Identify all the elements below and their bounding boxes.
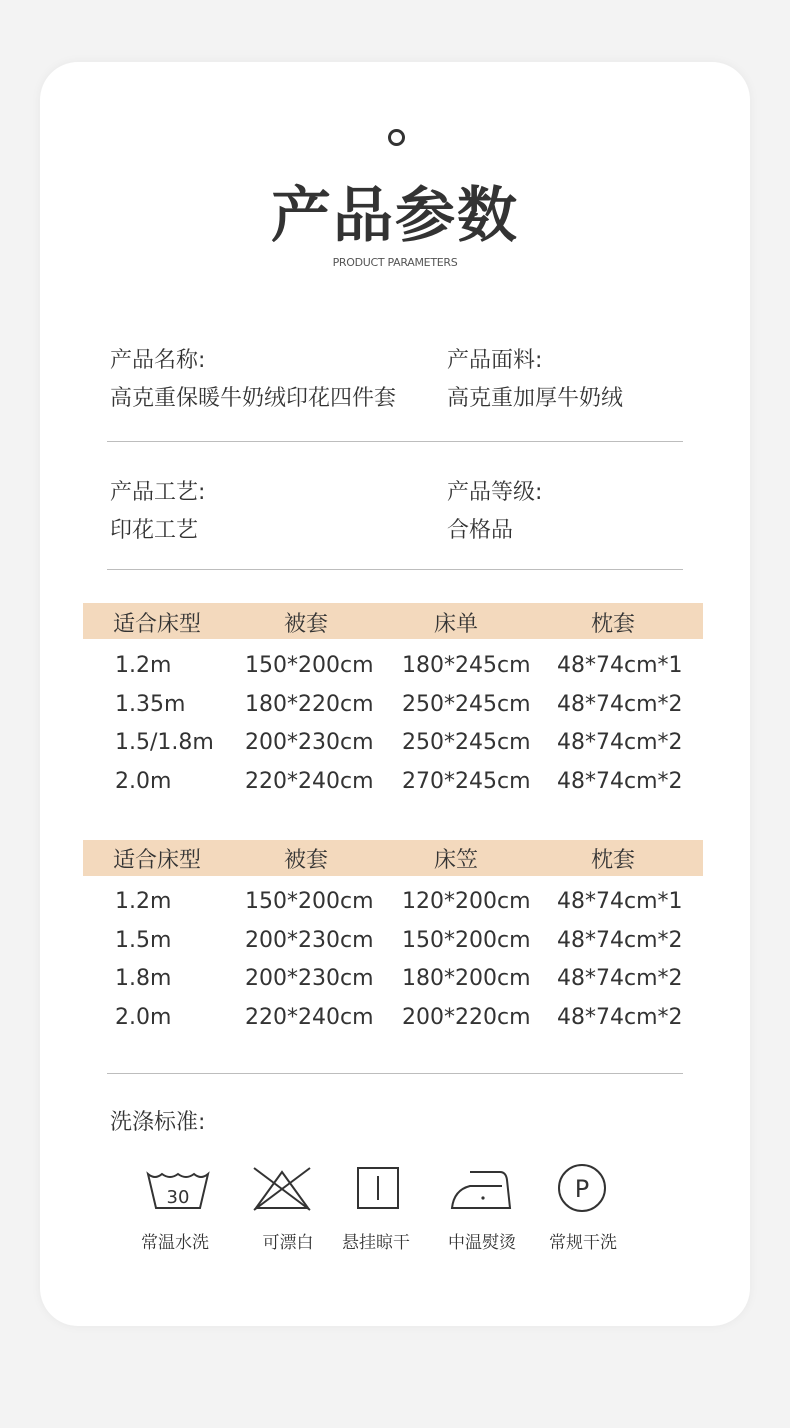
table2-cell: 220*240cm [245,1005,374,1030]
product-grade-value: 合格品 [447,518,514,543]
table1-cell: 48*74cm*2 [557,692,683,717]
ring-icon [388,129,405,146]
table1-cell: 1.5/1.8m [115,730,214,755]
table1-cell: 250*245cm [402,730,531,755]
table2-cell: 200*230cm [245,966,374,991]
wash-temperature: 30 [166,1187,190,1208]
table2-header-cell: 被套 [283,848,328,873]
table2-cell: 48*74cm*1 [557,889,683,914]
iron-medium-icon [450,1168,512,1212]
divider [107,569,683,570]
table1-header-cell: 适合床型 [112,612,201,637]
table1-cell: 270*245cm [402,769,531,794]
table2-header-cell: 枕套 [590,848,635,873]
product-fabric-value: 高克重加厚牛奶绒 [447,386,624,411]
table2-cell: 48*74cm*2 [557,1005,683,1030]
table1-cell: 220*240cm [245,769,374,794]
table1-cell: 48*74cm*1 [557,653,683,678]
product-fabric-label: 产品面料: [447,348,543,373]
table2-cell: 1.8m [115,966,172,991]
care-label: 悬挂晾干 [342,1233,410,1253]
table1-header-cell: 枕套 [590,612,635,637]
table2-cell: 48*74cm*2 [557,928,683,953]
product-craft-value: 印花工艺 [110,518,199,543]
bleach-not-allowed-icon [252,1166,312,1212]
dry-clean-p-icon [556,1162,608,1214]
table1-cell: 48*74cm*2 [557,730,683,755]
page-title: 产品参数 [271,181,519,251]
table2-header-cell: 床笠 [433,848,478,873]
table1-cell: 180*220cm [245,692,374,717]
product-craft-label: 产品工艺: [110,480,206,505]
product-grade-label: 产品等级: [447,480,543,505]
table1-header-cell: 被套 [283,612,328,637]
table2-header-cell: 适合床型 [112,848,201,873]
product-name-value: 高克重保暖牛奶绒印花四件套 [110,386,397,411]
line-dry-icon [356,1166,402,1212]
table1-cell: 180*245cm [402,653,531,678]
table1-cell: 2.0m [115,769,172,794]
table2-cell: 1.5m [115,928,172,953]
divider [107,1073,683,1074]
dry-clean-letter: P [574,1175,590,1203]
table2-cell: 200*230cm [245,928,374,953]
care-label: 常规干洗 [549,1233,617,1253]
table1-cell: 1.2m [115,653,172,678]
wash-30-icon [146,1170,210,1212]
care-label: 常温水洗 [141,1233,209,1253]
table1-cell: 1.35m [115,692,186,717]
table2-cell: 1.2m [115,889,172,914]
table2-cell: 120*200cm [402,889,531,914]
care-label: 可漂白 [262,1233,314,1253]
care-label: 中温熨烫 [448,1233,516,1253]
table1-cell: 250*245cm [402,692,531,717]
table2-cell: 150*200cm [402,928,531,953]
page-subtitle: PRODUCT PARAMETERS [332,256,458,269]
table1-cell: 150*200cm [245,653,374,678]
table1-cell: 200*230cm [245,730,374,755]
table2-cell: 48*74cm*2 [557,966,683,991]
table1-cell: 48*74cm*2 [557,769,683,794]
table2-cell: 180*200cm [402,966,531,991]
product-name-label: 产品名称: [110,348,206,373]
table2-cell: 2.0m [115,1005,172,1030]
table1-header-cell: 床单 [433,612,478,637]
table2-cell: 150*200cm [245,889,374,914]
care-title: 洗涤标准: [110,1110,206,1135]
table2-cell: 200*220cm [402,1005,531,1030]
divider [107,441,683,442]
